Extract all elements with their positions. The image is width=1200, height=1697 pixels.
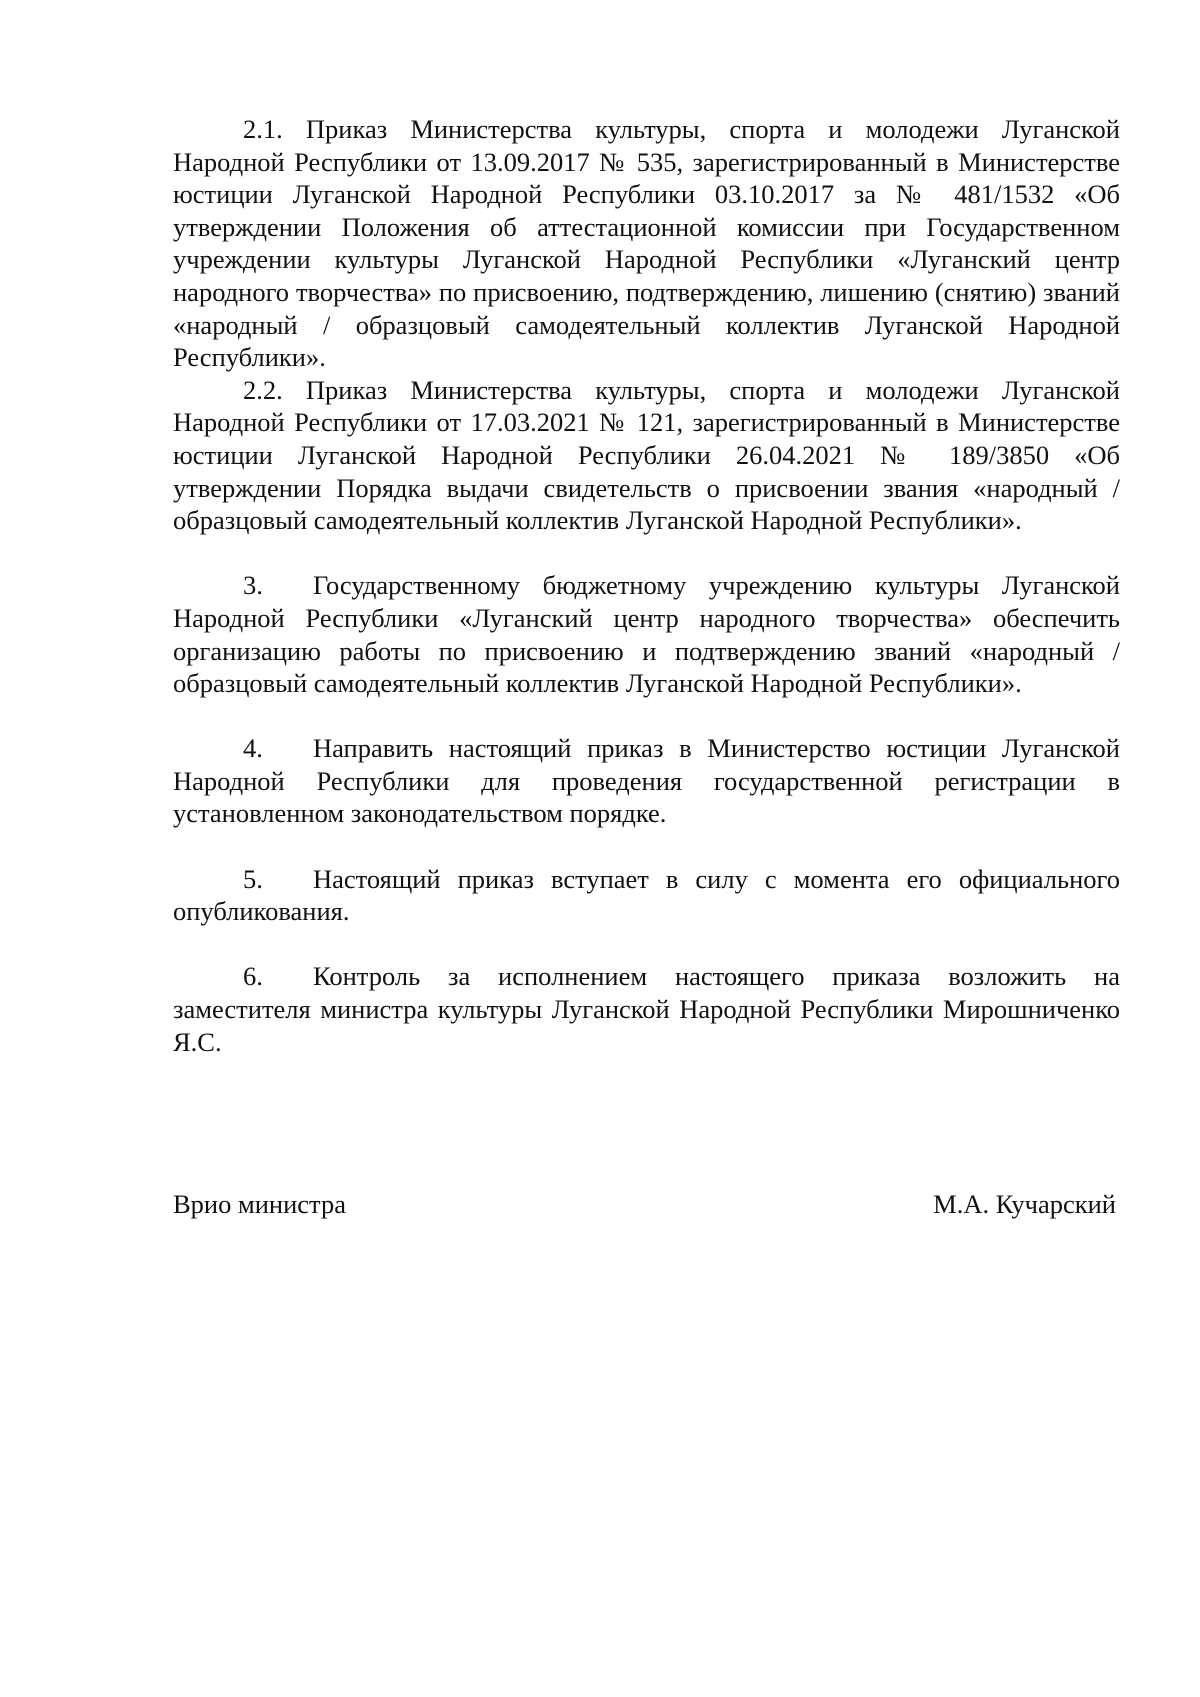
paragraph-5-number: 5.: [243, 863, 263, 894]
paragraph-6-number: 6.: [243, 961, 263, 992]
paragraph-gap: [173, 830, 1120, 863]
paragraph-5-text: Настоящий приказ вступает в силу с момента его официального опубликования.: [173, 863, 1120, 927]
paragraph-4-number: 4.: [243, 733, 263, 764]
paragraph-2-1: 2.1. Приказ Министерства культуры, спорта и молодежи Луганской Народной Республики от 13.09.2017 № 535, зарегистрированный в Министерстве юстиции Луганской Народной Республики 03.10.2017 за № 481/1532 «Об утверждении Положения об аттестационной комиссии при Государственном учреждении культуры Луганской Народной Республики «Луганский центр народного творчества» по присвоению, подтверждению, лишению (снятию) званий «народный / образцовый самодеятельный коллектив Луганской Народной Республики».: [173, 114, 1120, 373]
paragraph-3: [173, 569, 1120, 699]
paragraph-4-text: Направить настоящий приказ в Министерство юстиции Луганской Народной Республики для проведения государственной регистрации в установленном законодательством порядке.: [173, 733, 1120, 829]
paragraph-5: [173, 863, 1120, 928]
paragraph-2-2: 2.2. Приказ Министерства культуры, спорта и молодежи Луганской Народной Республики от 17.03.2021 № 121, зарегистрированный в Министерстве юстиции Луганской Народной Республики 26.04.2021 № 189/3850 «Об утверждении Порядка выдачи свидетельств о присвоении звания «народный / образцовый самодеятельный коллектив Луганской Народной Республики».: [173, 374, 1120, 536]
signature-name: М.А. Кучарский: [933, 1189, 1116, 1219]
paragraph-6: [173, 960, 1120, 1058]
signature-block: [173, 1188, 1116, 1221]
paragraph-3-text: Государственному бюджетному учреждению культуры Луганской Народной Республики «Луганский центр народного творчества» обеспечить организацию работы по присвоению и подтверждению званий «народный / образцовый самодеятельный коллектив Луганской Народной Республики».: [173, 570, 1120, 699]
paragraph-4: [173, 732, 1120, 830]
paragraph-6-text: Контроль за исполнением настоящего приказа возложить на заместителя министра культуры Луганской Народной Республики Мирошниченко Я.С.: [173, 961, 1120, 1057]
document-body: [173, 113, 1120, 1058]
paragraph-gap: [173, 700, 1120, 733]
signature-position: Врио министра: [173, 1189, 346, 1219]
paragraph-gap: [173, 537, 1120, 570]
paragraph-gap: [173, 928, 1120, 961]
paragraph-3-number: 3.: [243, 570, 263, 601]
